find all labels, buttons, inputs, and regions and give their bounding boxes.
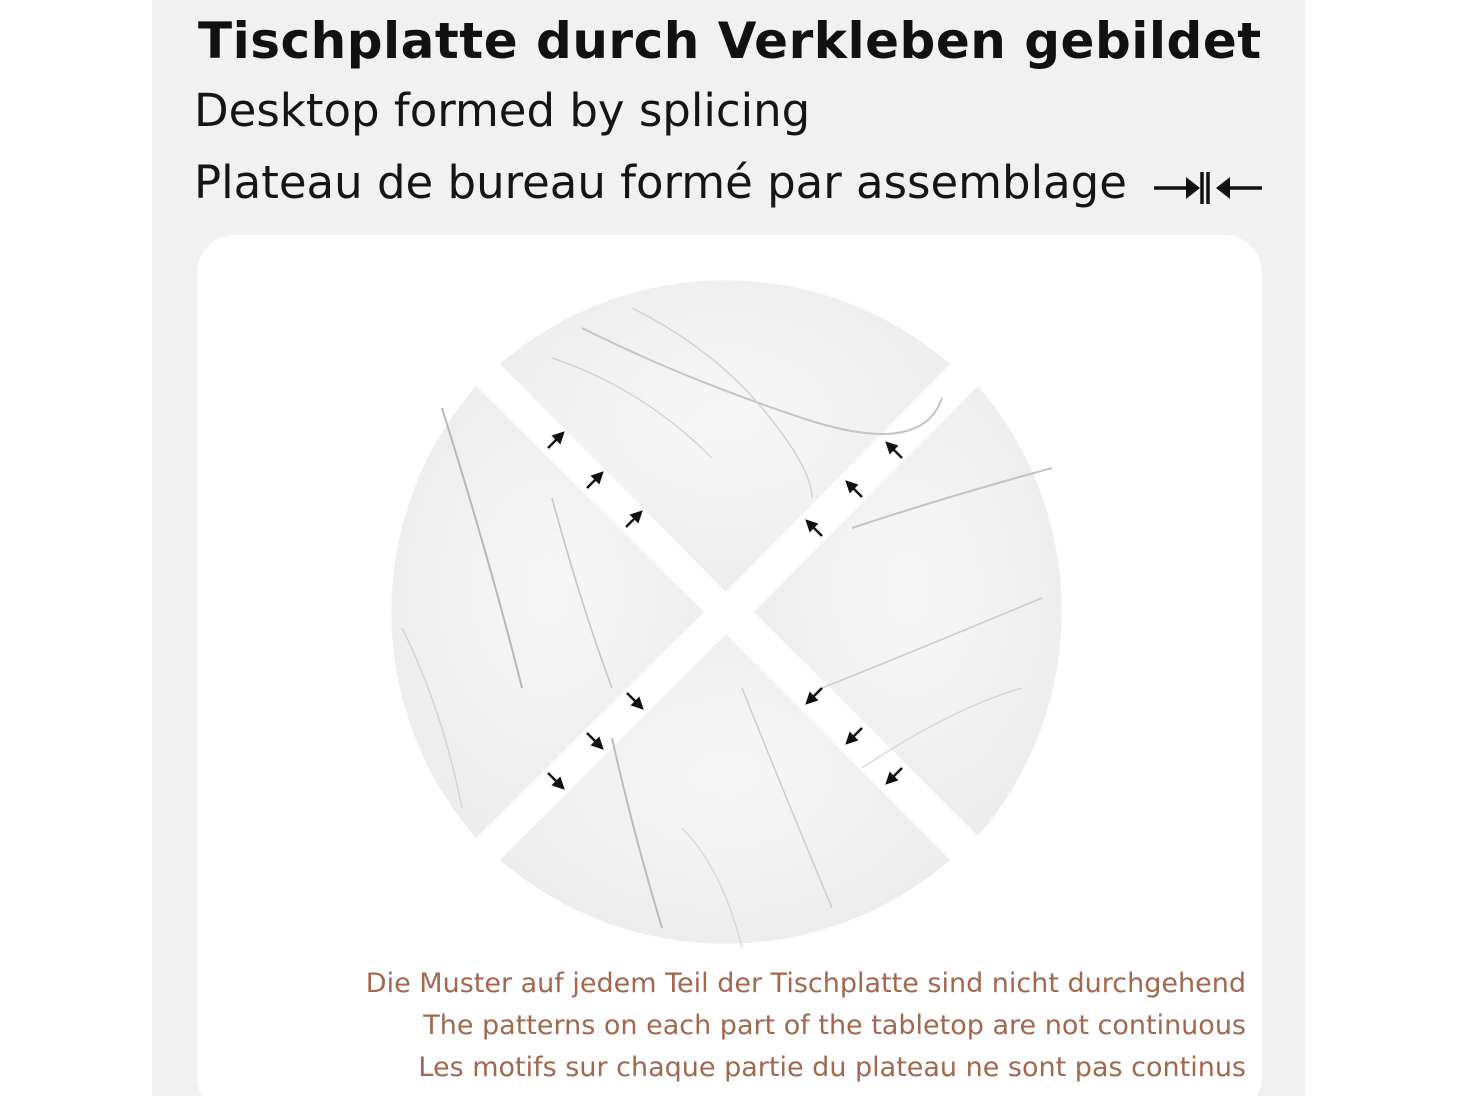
arrow-inward-icon: [587, 733, 602, 748]
note-german: Die Muster auf jedem Teil der Tischplatte sind nicht durchgehend: [365, 968, 1246, 999]
subtitle-english: Desktop formed by splicing: [194, 84, 811, 137]
arrow-inward-icon: [627, 693, 642, 708]
tabletop-illustration: [382, 268, 1074, 956]
page-title: Tischplatte durch Verkleben gebildet: [198, 12, 1262, 70]
arrow-inward-icon: [807, 521, 822, 536]
arrow-inward-icon: [887, 443, 902, 458]
arrow-inward-icon: [587, 473, 602, 488]
arrow-inward-icon: [548, 433, 563, 448]
subtitle-french: Plateau de bureau formé par assemblage: [194, 156, 1127, 209]
arrow-inward-icon: [548, 773, 563, 788]
arrows-converge-icon: [1150, 168, 1266, 208]
arrow-inward-icon: [626, 512, 641, 527]
arrow-inward-icon: [887, 768, 902, 783]
arrow-inward-icon: [847, 728, 862, 743]
note-english: The patterns on each part of the tabletop are not continuous: [423, 1010, 1246, 1041]
note-french: Les motifs sur chaque partie du plateau ne sont pas continus: [418, 1052, 1246, 1083]
arrow-inward-icon: [847, 482, 862, 497]
arrow-inward-icon: [807, 688, 822, 703]
